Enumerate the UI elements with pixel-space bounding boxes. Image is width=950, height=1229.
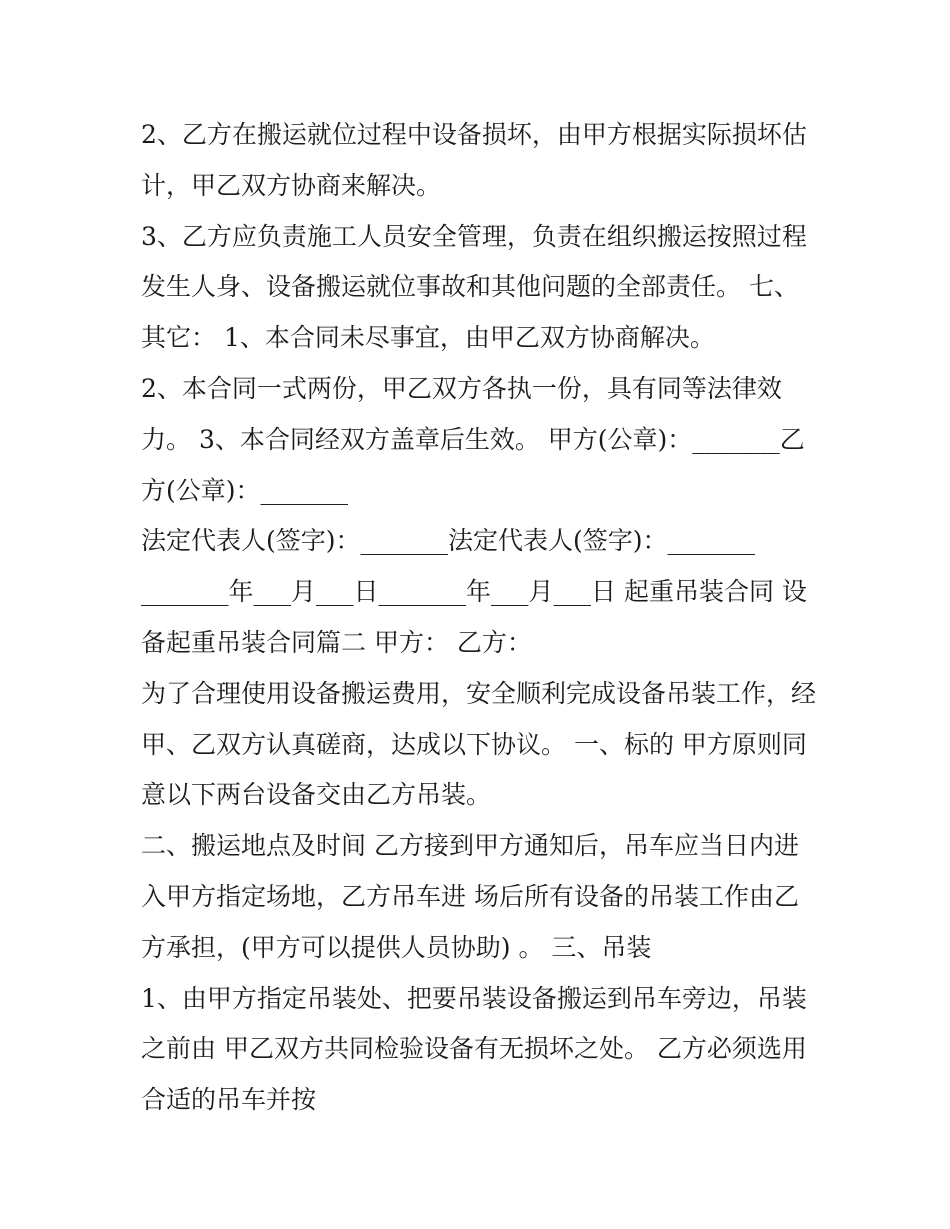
text-line: 备起重吊装合同篇二 甲方： 乙方： [141, 627, 532, 657]
text-line: 发生人身、设备搬运就位事故和其他问题的全部责任。 七、 [141, 272, 799, 302]
text-line: _______年___月___日_______年___月___日 起重吊装合同 设 [141, 577, 807, 607]
text-line: 方承担，(甲方可以提供人员协助) 。 三、吊装 [141, 932, 652, 962]
text-line: 3、乙方应负责施工人员安全管理，负责在组织搬运按照过程 [141, 221, 807, 251]
text-line: 法定代表人(签字)：_______法定代表人(签字)：_______ [141, 526, 756, 556]
text-line: 意以下两台设备交由乙方吊装。 [141, 780, 492, 810]
text-line: 二、搬运地点及时间 乙方接到甲方通知后，吊车应当日内进 [141, 831, 799, 861]
text-line: 2、乙方在搬运就位过程中设备损坏，由甲方根据实际损坏估 [141, 120, 807, 149]
text-line: 1、由甲方指定吊装处、把要吊装设备搬运到吊车旁边，吊装 [141, 983, 807, 1013]
text-line: 力。 3、本合同经双方盖章后生效。 甲方(公章)：_______乙 [141, 424, 805, 454]
text-line: 之前由 甲乙双方共同检验设备有无损坏之处。 乙方必须选用 [141, 1034, 807, 1064]
text-line: 2、本合同一式两份，甲乙双方各执一份，具有同等法律效 [141, 373, 782, 403]
text-line: 为了合理使用设备搬运费用，安全顺利完成设备吊装工作，经 [141, 678, 817, 708]
text-line: 计，甲乙双方协商来解决。 [141, 170, 442, 200]
text-line: 合适的吊车并按 [141, 1085, 317, 1115]
text-line: 甲、乙双方认真磋商，达成以下协议。 一、标的 甲方原则同 [141, 729, 807, 759]
contract-body-text [141, 110, 821, 1126]
text-line: 其它： 1、本合同未尽事宜，由甲乙双方协商解决。 [141, 323, 715, 353]
text-line: 方(公章)：_______ [141, 475, 349, 505]
text-line: 入甲方指定场地，乙方吊车进 场后所有设备的吊装工作由乙 [141, 881, 799, 911]
